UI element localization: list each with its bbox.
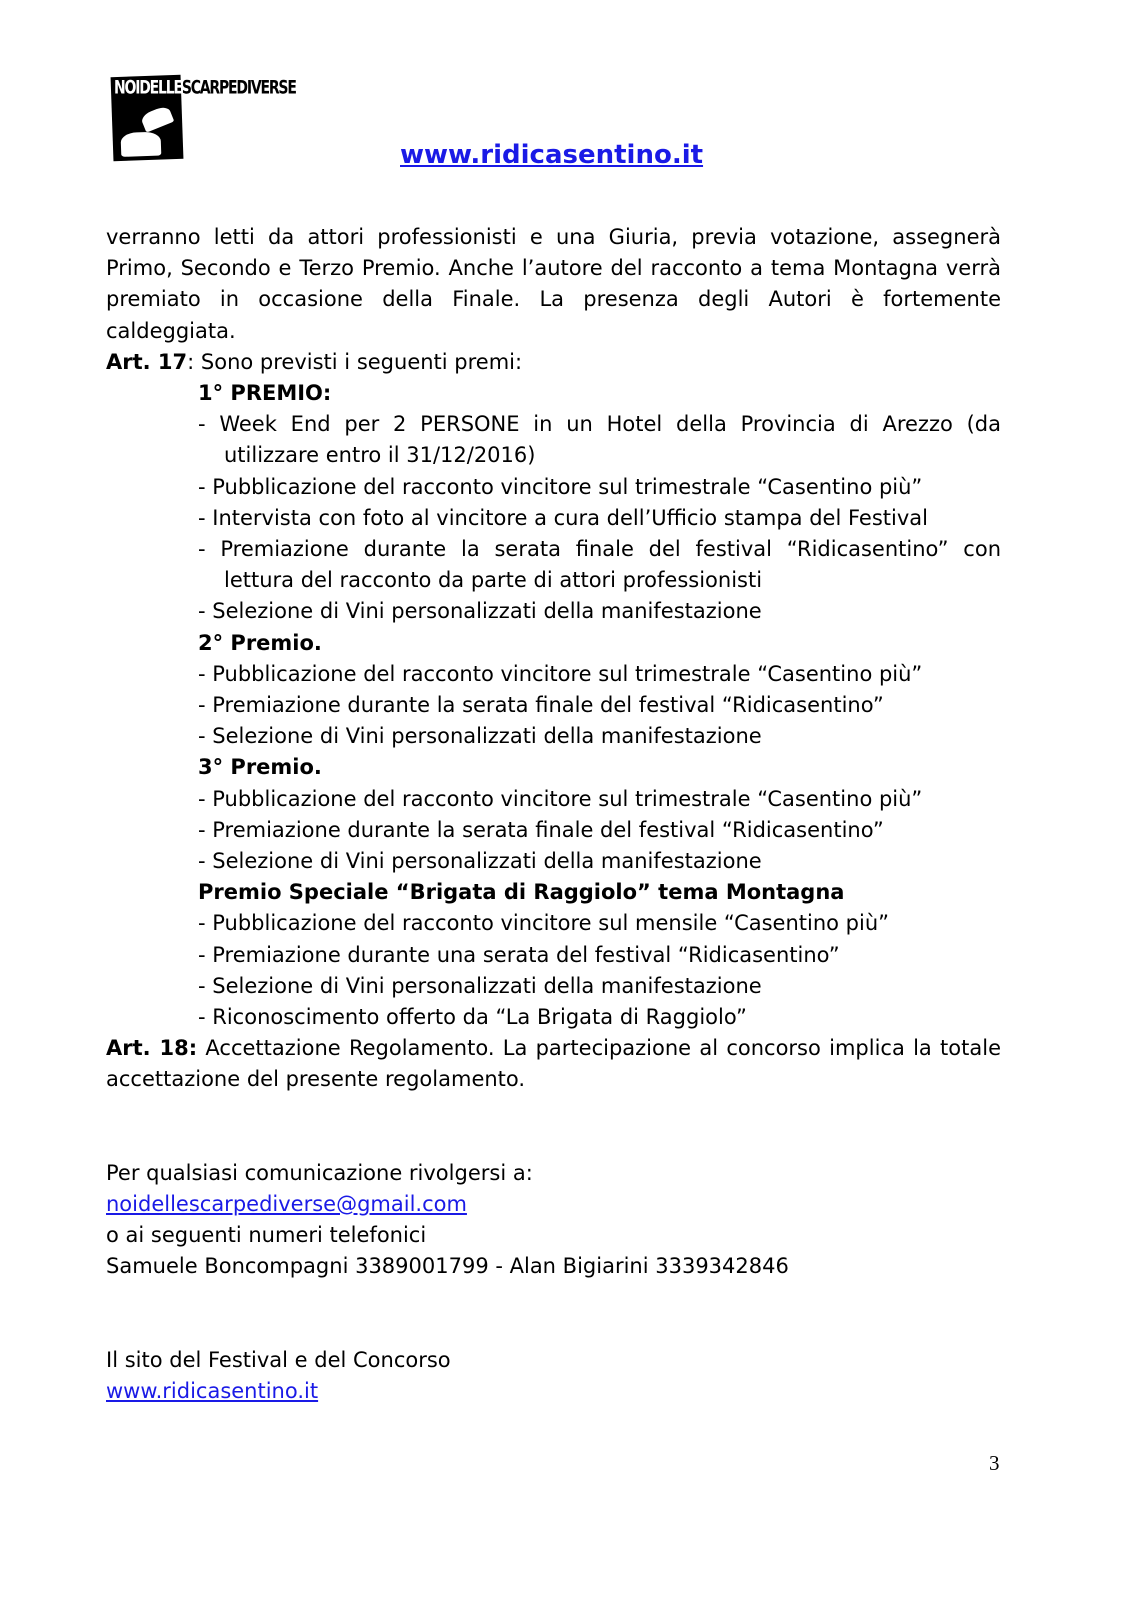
prize-title: Premio Speciale “Brigata di Raggiolo” tema Montagna [198, 880, 845, 905]
art17-heading [106, 347, 1001, 378]
art17-label: Art. 17 [106, 349, 188, 374]
prize-title: 2° Premio. [198, 630, 322, 655]
prize-item: - Premiazione durante la serata finale del festival “Ridicasentino” [198, 817, 884, 842]
site-intro: Il sito del Festival e del Concorso [106, 1347, 451, 1372]
prize-item: - Premiazione durante la serata finale del festival “Ridicasentino” con lettura del racconto da parte di attori professionisti [198, 537, 1001, 593]
art18-label: Art. 18: [106, 1036, 198, 1061]
prize-item: - Selezione di Vini personalizzati della manifestazione [198, 724, 762, 749]
prize-item: - Week End per 2 PERSONE in un Hotel della Provincia di Arezzo (da utilizzare entro il 31/12/2016) [198, 412, 1001, 468]
prize-item: - Intervista con foto al vincitore a cura dell’Ufficio stampa del Festival [198, 505, 928, 530]
prize-item: - Pubblicazione del racconto vincitore sul trimestrale “Casentino più” [198, 786, 923, 811]
art18-text: Accettazione Regolamento. La partecipazione al concorso implica la totale accettazione del presente regolamento. [106, 1036, 1001, 1092]
prizes-list [106, 378, 1001, 1033]
prize-item: - Premiazione durante la serata finale del festival “Ridicasentino” [198, 693, 884, 718]
prize-title: 3° Premio. [198, 755, 322, 780]
art18-paragraph [106, 1033, 1001, 1095]
prize-title: 1° PREMIO: [198, 381, 332, 406]
prize-item: - Pubblicazione del racconto vincitore sul mensile “Casentino più” [198, 911, 890, 936]
page-number: 3 [989, 1451, 1000, 1475]
phone-numbers: Samuele Boncompagni 3389001799 - Alan Bigiarini 3339342846 [106, 1254, 789, 1279]
phones-intro: o ai seguenti numeri telefonici [106, 1223, 427, 1248]
prize-item: - Pubblicazione del racconto vincitore sul trimestrale “Casentino più” [198, 474, 923, 499]
contact-email-link[interactable]: noidellescarpediverse@gmail.com [106, 1191, 467, 1216]
prize-item: - Selezione di Vini personalizzati della manifestazione [198, 599, 762, 624]
art17-text: : Sono previsti i seguenti premi: [187, 349, 523, 374]
site-link[interactable]: www.ridicasentino.it [106, 1378, 319, 1403]
prize-item: - Pubblicazione del racconto vincitore sul trimestrale “Casentino più” [198, 661, 923, 686]
logo [108, 72, 296, 164]
header-site-link[interactable]: www.ridicasentino.it [400, 140, 704, 170]
prize-item: - Riconoscimento offerto da “La Brigata di Raggiolo” [198, 1005, 747, 1030]
prize-item: - Premiazione durante una serata del festival “Ridicasentino” [198, 942, 840, 967]
prize-item: - Selezione di Vini personalizzati della manifestazione [198, 849, 762, 874]
intro-paragraph: verranno letti da attori professionisti e una Giuria, previa votazione, assegnerà Primo, Secondo e Terzo Premio. Anche l’autore del racconto a tema Montagna verrà premiato in occasione della Finale. La presenza degli Autori è fortemente caldeggiata. [106, 225, 1001, 343]
prize-item: - Selezione di Vini personalizzati della manifestazione [198, 973, 762, 998]
document-body [106, 222, 1001, 1407]
logo-text: NOIDELLESCARPEDIVERSE [114, 78, 296, 99]
contact-intro: Per qualsiasi comunicazione rivolgersi a: [106, 1160, 533, 1185]
